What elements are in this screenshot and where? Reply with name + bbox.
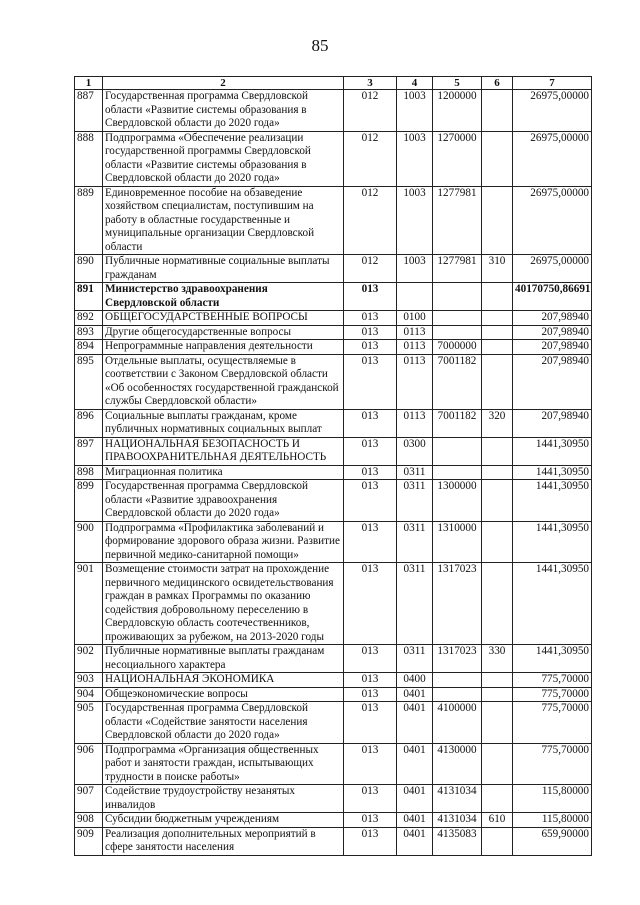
department-code: 013 <box>344 521 397 563</box>
table-row <box>75 325 592 340</box>
row-number: 892 <box>75 311 103 326</box>
expense-type-code: 320 <box>482 409 513 437</box>
table-row <box>75 673 592 688</box>
section-code: 0401 <box>397 827 433 855</box>
amount: 1441,30950 <box>513 437 592 465</box>
amount: 26975,00000 <box>513 186 592 255</box>
row-name: Публичные нормативные выплаты гражданам несоциального характера <box>103 645 344 673</box>
target-article-code: 1300000 <box>433 480 482 522</box>
amount: 26975,00000 <box>513 131 592 186</box>
row-name: Отдельные выплаты, осуществляемые в соответствии с Законом Свердловской области «Об особенностях государственной гражданской службы Свердловской области» <box>103 354 344 409</box>
department-code: 013 <box>344 465 397 480</box>
section-code: 0100 <box>397 311 433 326</box>
budget-table <box>74 76 592 856</box>
row-number: 905 <box>75 702 103 744</box>
table-row <box>75 255 592 283</box>
table-row <box>75 90 592 132</box>
column-header: 7 <box>513 77 592 90</box>
expense-type-code <box>482 131 513 186</box>
expense-type-code <box>482 563 513 645</box>
row-name: Министерство здравоохранения Свердловской области <box>103 283 344 311</box>
section-code: 0113 <box>397 354 433 409</box>
row-name: Возмещение стоимости затрат на прохождение первичного медицинского освидетельствования граждан в рамках Программы по оказанию содействия добровольному переселению в Свердловскую область соотечественников, проживающих за рубежом, на 2013-2020 годы <box>103 563 344 645</box>
department-code: 012 <box>344 186 397 255</box>
target-article-code: 4131034 <box>433 785 482 813</box>
column-header: 5 <box>433 77 482 90</box>
amount: 775,70000 <box>513 743 592 785</box>
expense-type-code <box>482 673 513 688</box>
page-number: 85 <box>311 36 329 55</box>
table-row <box>75 340 592 355</box>
row-number: 901 <box>75 563 103 645</box>
department-code: 013 <box>344 409 397 437</box>
row-number: 906 <box>75 743 103 785</box>
department-code: 013 <box>344 673 397 688</box>
expense-type-code <box>482 480 513 522</box>
department-code: 012 <box>344 255 397 283</box>
section-code: 0401 <box>397 785 433 813</box>
row-number: 893 <box>75 325 103 340</box>
department-code: 013 <box>344 645 397 673</box>
section-code: 0401 <box>397 687 433 702</box>
amount: 207,98940 <box>513 340 592 355</box>
department-code: 013 <box>344 283 397 311</box>
expense-type-code <box>482 827 513 855</box>
row-name: Государственная программа Свердловской области «Развитие здравоохранения Свердловской области до 2020 года» <box>103 480 344 522</box>
department-code: 013 <box>344 827 397 855</box>
expense-type-code <box>482 283 513 311</box>
table-body <box>75 90 592 856</box>
row-number: 894 <box>75 340 103 355</box>
expense-type-code <box>482 785 513 813</box>
target-article-code <box>433 311 482 326</box>
table-row <box>75 563 592 645</box>
table-row <box>75 409 592 437</box>
column-header: 4 <box>397 77 433 90</box>
target-article-code: 1317023 <box>433 645 482 673</box>
row-number: 891 <box>75 283 103 311</box>
section-code: 0401 <box>397 813 433 828</box>
expense-type-code: 330 <box>482 645 513 673</box>
row-name: Государственная программа Свердловской области «Развитие системы образования в Свердловской области до 2020 года» <box>103 90 344 132</box>
table-row <box>75 437 592 465</box>
amount: 1441,30950 <box>513 521 592 563</box>
section-code: 0311 <box>397 645 433 673</box>
row-number: 908 <box>75 813 103 828</box>
amount: 207,98940 <box>513 311 592 326</box>
table-row <box>75 785 592 813</box>
section-code: 1003 <box>397 131 433 186</box>
row-name: Подпрограмма «Профилактика заболеваний и формирование здорового образа жизни. Развитие первичной медико-санитарной помощи» <box>103 521 344 563</box>
row-number: 897 <box>75 437 103 465</box>
table-row <box>75 465 592 480</box>
section-code <box>397 283 433 311</box>
expense-type-code <box>482 521 513 563</box>
target-article-code: 4135083 <box>433 827 482 855</box>
row-name: НАЦИОНАЛЬНАЯ БЕЗОПАСНОСТЬ И ПРАВООХРАНИТЕЛЬНАЯ ДЕЯТЕЛЬНОСТЬ <box>103 437 344 465</box>
row-name: Социальные выплаты гражданам, кроме публичных нормативных социальных выплат <box>103 409 344 437</box>
section-code: 0311 <box>397 480 433 522</box>
target-article-code <box>433 325 482 340</box>
expense-type-code <box>482 311 513 326</box>
target-article-code: 7000000 <box>433 340 482 355</box>
amount: 775,70000 <box>513 702 592 744</box>
target-article-code <box>433 687 482 702</box>
amount: 115,80000 <box>513 785 592 813</box>
row-number: 889 <box>75 186 103 255</box>
row-name: Другие общегосударственные вопросы <box>103 325 344 340</box>
amount: 1441,30950 <box>513 563 592 645</box>
target-article-code: 1310000 <box>433 521 482 563</box>
department-code: 013 <box>344 563 397 645</box>
table-row <box>75 687 592 702</box>
department-code: 013 <box>344 325 397 340</box>
expense-type-code: 310 <box>482 255 513 283</box>
row-name: ОБЩЕГОСУДАРСТВЕННЫЕ ВОПРОСЫ <box>103 311 344 326</box>
row-number: 909 <box>75 827 103 855</box>
row-number: 899 <box>75 480 103 522</box>
row-name: НАЦИОНАЛЬНАЯ ЭКОНОМИКА <box>103 673 344 688</box>
department-code: 013 <box>344 480 397 522</box>
department-code: 012 <box>344 131 397 186</box>
department-code: 013 <box>344 311 397 326</box>
row-number: 887 <box>75 90 103 132</box>
row-name: Государственная программа Свердловской области «Содействие занятости населения Свердловской области до 2020 года» <box>103 702 344 744</box>
section-code: 0401 <box>397 743 433 785</box>
row-name: Публичные нормативные социальные выплаты гражданам <box>103 255 344 283</box>
department-code: 013 <box>344 687 397 702</box>
section-code: 1003 <box>397 90 433 132</box>
section-code: 1003 <box>397 186 433 255</box>
target-article-code: 4100000 <box>433 702 482 744</box>
target-article-code: 1277981 <box>433 255 482 283</box>
section-code: 0311 <box>397 465 433 480</box>
expense-type-code <box>482 743 513 785</box>
row-name: Непрограммные направления деятельности <box>103 340 344 355</box>
section-code: 0311 <box>397 563 433 645</box>
department-code: 013 <box>344 743 397 785</box>
row-name: Подпрограмма «Организация общественных работ и занятости граждан, испытывающих трудности в поиске работы» <box>103 743 344 785</box>
row-name: Подпрограмма «Обеспечение реализации государственной программы Свердловской области «Развитие системы образования в Свердловской области до 2020 года» <box>103 131 344 186</box>
row-number: 896 <box>75 409 103 437</box>
target-article-code: 1270000 <box>433 131 482 186</box>
target-article-code <box>433 437 482 465</box>
section-code: 0113 <box>397 340 433 355</box>
table-row <box>75 702 592 744</box>
expense-type-code <box>482 90 513 132</box>
row-name: Содействие трудоустройству незанятых инвалидов <box>103 785 344 813</box>
amount: 207,98940 <box>513 409 592 437</box>
target-article-code: 1277981 <box>433 186 482 255</box>
row-number: 903 <box>75 673 103 688</box>
department-code: 012 <box>344 90 397 132</box>
amount: 775,70000 <box>513 673 592 688</box>
row-number: 907 <box>75 785 103 813</box>
target-article-code: 7001182 <box>433 354 482 409</box>
row-name: Единовременное пособие на обзаведение хозяйством специалистам, поступившим на работу в областные государственные и муниципальные организации Свердловской области <box>103 186 344 255</box>
section-code: 0113 <box>397 409 433 437</box>
row-number: 904 <box>75 687 103 702</box>
row-number: 900 <box>75 521 103 563</box>
expense-type-code: 610 <box>482 813 513 828</box>
section-code: 0113 <box>397 325 433 340</box>
table-row <box>75 827 592 855</box>
amount: 26975,00000 <box>513 255 592 283</box>
expense-type-code <box>482 354 513 409</box>
amount: 40170750,86691 <box>513 283 592 311</box>
table-header-row <box>75 77 592 90</box>
target-article-code: 1317023 <box>433 563 482 645</box>
column-header: 6 <box>482 77 513 90</box>
expense-type-code <box>482 437 513 465</box>
amount: 115,80000 <box>513 813 592 828</box>
target-article-code: 4130000 <box>433 743 482 785</box>
target-article-code: 7001182 <box>433 409 482 437</box>
amount: 26975,00000 <box>513 90 592 132</box>
target-article-code: 1200000 <box>433 90 482 132</box>
target-article-code <box>433 465 482 480</box>
expense-type-code <box>482 702 513 744</box>
department-code: 013 <box>344 813 397 828</box>
row-name: Реализация дополнительных мероприятий в сфере занятости населения <box>103 827 344 855</box>
table-row <box>75 645 592 673</box>
row-number: 890 <box>75 255 103 283</box>
column-header: 2 <box>103 77 344 90</box>
row-number: 888 <box>75 131 103 186</box>
table-row <box>75 311 592 326</box>
section-code: 0401 <box>397 702 433 744</box>
section-code: 0311 <box>397 521 433 563</box>
table-row <box>75 354 592 409</box>
expense-type-code <box>482 325 513 340</box>
section-code: 1003 <box>397 255 433 283</box>
expense-type-code <box>482 687 513 702</box>
amount: 775,70000 <box>513 687 592 702</box>
amount: 1441,30950 <box>513 465 592 480</box>
table-row <box>75 283 592 311</box>
amount: 1441,30950 <box>513 480 592 522</box>
amount: 207,98940 <box>513 354 592 409</box>
amount: 207,98940 <box>513 325 592 340</box>
row-name: Общеэкономические вопросы <box>103 687 344 702</box>
table-row <box>75 743 592 785</box>
department-code: 013 <box>344 437 397 465</box>
department-code: 013 <box>344 702 397 744</box>
table-row <box>75 480 592 522</box>
row-name: Миграционная политика <box>103 465 344 480</box>
expense-type-code <box>482 186 513 255</box>
section-code: 0400 <box>397 673 433 688</box>
expense-type-code <box>482 340 513 355</box>
target-article-code <box>433 673 482 688</box>
target-article-code <box>433 283 482 311</box>
amount: 1441,30950 <box>513 645 592 673</box>
row-number: 902 <box>75 645 103 673</box>
section-code: 0300 <box>397 437 433 465</box>
column-header: 3 <box>344 77 397 90</box>
department-code: 013 <box>344 785 397 813</box>
department-code: 013 <box>344 340 397 355</box>
amount: 659,90000 <box>513 827 592 855</box>
expense-type-code <box>482 465 513 480</box>
department-code: 013 <box>344 354 397 409</box>
column-header: 1 <box>75 77 103 90</box>
row-number: 895 <box>75 354 103 409</box>
row-name: Субсидии бюджетным учреждениям <box>103 813 344 828</box>
target-article-code: 4131034 <box>433 813 482 828</box>
row-number: 898 <box>75 465 103 480</box>
table-row <box>75 813 592 828</box>
table-row <box>75 131 592 186</box>
table-row <box>75 186 592 255</box>
table-row <box>75 521 592 563</box>
